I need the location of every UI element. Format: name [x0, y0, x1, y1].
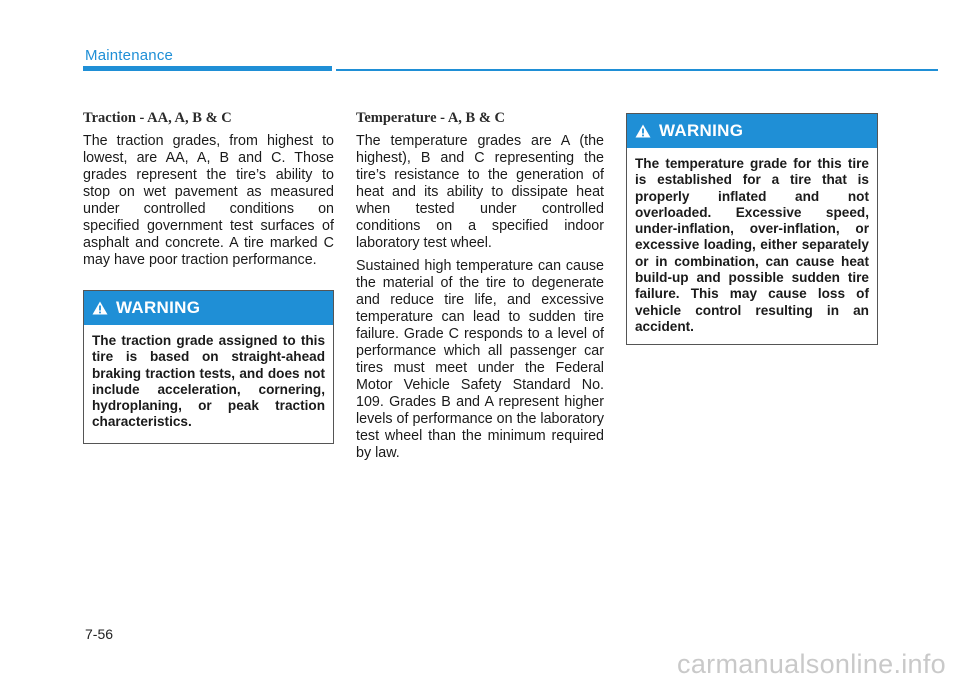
section-title: Maintenance	[85, 47, 174, 64]
warning-triangle-icon	[635, 124, 651, 138]
warning-triangle-icon	[92, 301, 108, 315]
traction-warning-box	[83, 290, 334, 444]
temperature-warning-text: The temperature grade for this tire is established for a tire that is properly inflated and not overloaded. Excessive speed, under-inflation, over-inflation, or excessive loading, either separately or in combination, can cause heat build-up and possible sudden tire failure. This may cause loss of vehicle control resulting in an accident.	[635, 156, 869, 334]
temperature-warning-header	[627, 114, 877, 148]
temperature-section	[356, 110, 604, 468]
header-rule-thin	[336, 69, 938, 71]
traction-warning-header	[84, 291, 333, 325]
traction-paragraph: The traction grades, from highest to lowest, are AA, A, B and C. Those grades represent the tire’s ability to stop on wet pavement as measured under controlled conditions on specified government test surfaces of asphalt and concrete. A tire marked C may have poor traction performance.	[83, 133, 334, 268]
temperature-paragraph-2: Sustained high temperature can cause the material of the tire to degenerate and reduce tire life, and excessive temperature can lead to sudden tire failure. Grade C responds to a level of performance which all passenger car tires must meet under the Federal Motor Vehicle Safety Standard No. 109. Grades B and A represent higher levels of performance on the laboratory test wheel than the minimum required by law.	[356, 258, 604, 461]
page-number: 7-56	[85, 626, 114, 642]
temperature-warning-title: WARNING	[659, 121, 744, 140]
traction-warning-text: The traction grade assigned to this tire is based on straight-ahead braking traction tests, and does not include acceleration, cornering, hydroplaning, or peak traction characteristics.	[92, 333, 325, 430]
traction-warning-title: WARNING	[116, 298, 201, 317]
header-rule-thick	[83, 66, 332, 71]
traction-section	[83, 110, 334, 275]
traction-heading: Traction - AA, A, B & C	[83, 110, 232, 126]
watermark: carmanualsonline.info	[677, 649, 946, 679]
temperature-paragraph-1: The temperature grades are A (the highest), B and C representing the tire’s resistance to the generation of heat and its ability to dissipate heat when tested under controlled conditions on a specified indoor laboratory test wheel.	[356, 133, 604, 251]
temperature-warning-box	[626, 113, 878, 345]
temperature-heading: Temperature - A, B & C	[356, 110, 506, 126]
